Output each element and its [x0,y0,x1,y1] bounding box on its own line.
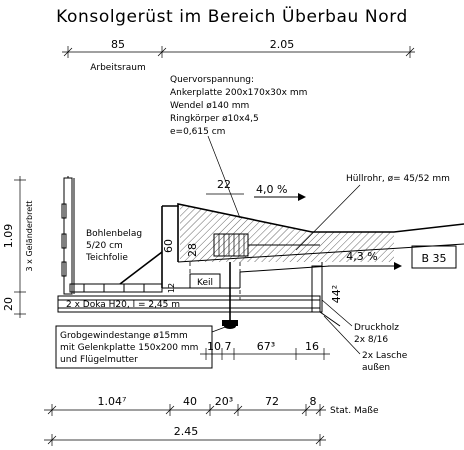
bottom-dim-20: 20³ [214,395,234,408]
grob-line1: Grobgewindestange ø15mm [60,331,188,341]
dim-arbeitsraum-label: Arbeitsraum [90,63,146,73]
slope-lower-arrowhead [394,262,402,270]
mid-dim-16: 16 [305,340,319,353]
dim-22: 22 [217,178,231,191]
quervorspannung-leader [208,136,240,218]
grob-line2: mit Gelenkplatte 150x200 mm [60,343,199,353]
mid-dim-67: 67³ [256,340,276,353]
keil-label: Keil [197,278,213,288]
dim-28: 28 [186,243,199,257]
dim-20: 20 [2,297,15,311]
quervorspannung-line2: Wendel ø140 mm [170,101,250,111]
dim-arbeitsraum-value: 85 [111,38,125,51]
bottom-dim-40: 40 [183,395,197,408]
dim-44: 44² [330,284,343,304]
dim-12: 12 [167,282,176,294]
bohlenbelag-line3: Teichfolie [86,253,128,263]
quervorspannung-line4: e=0,615 cm [170,127,226,137]
gelaenderbrett-note: 3 x Geländerbrett [25,200,34,272]
axis-box-label: B 35 [421,252,447,265]
dim-205: 2.05 [269,38,295,51]
druckholz-line2: 2x 8/16 [354,335,389,345]
bohlenbelag-line1: Bohlenbelag [86,229,143,239]
dim-60: 60 [162,239,175,253]
bohlenbelag-line2: 5/20 cm [86,241,123,251]
total-dim-245: 2.45 [173,425,199,438]
huellrohr-label: Hüllrohr, ø= 45/52 mm [346,174,450,184]
dim-109: 1.09 [2,223,15,249]
bottom-dim-8: 8 [309,395,317,408]
quervorspannung-line1: Ankerplatte 200x170x30x mm [170,88,308,98]
slope-upper-percent: 4,0 % [256,183,288,196]
slope-lower-percent: 4,3 % [346,250,378,263]
bottom-dim-104: 1.04⁷ [97,395,127,408]
slope-upper-arrowhead [298,193,306,201]
drawing-title: Konsolgerüst im Bereich Überbau Nord [56,7,408,27]
quervorspannung-heading: Quervorspannung: [170,75,255,85]
doka-label: 2 x Doka H20, l = 2,45 m [66,300,181,310]
bottom-dim-72: 72 [265,395,279,408]
stat-masse-label: Stat. Maße [330,406,379,416]
grob-line3: und Flügelmutter [60,355,138,365]
railing [62,176,74,294]
druckholz-line1: Druckholz [354,323,399,333]
grob-leader [212,326,228,332]
mid-dim-10: 10 [207,340,221,353]
lasche-line1: 2x Lasche [362,351,408,361]
quervorspannung-line3: Ringkörper ø10x4,5 [170,114,259,124]
lasche-line2: außen [362,363,391,373]
mid-dim-7: 7 [224,340,232,353]
